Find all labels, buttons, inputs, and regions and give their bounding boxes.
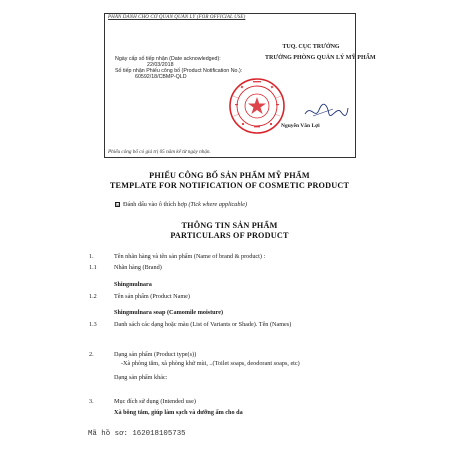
official-seal-icon [227, 76, 287, 136]
instruction-plain: Đánh dấu vào ô thích hợp [123, 201, 189, 208]
item-2-sublabel: -Xà phòng tắm, xà phòng khử mùi, ..(Toilet soaps, deodorant soaps, etc) [121, 360, 300, 367]
document-title-en: TEMPLATE FOR NOTIFICATION OF COSMETIC PRODUCT [109, 181, 350, 190]
authority-line-1: TUQ. CỤC TRƯỞNG [282, 44, 340, 50]
instruction-italic: (Tick where applicable) [188, 201, 248, 208]
authority-line-2: TRƯỞNG PHÒNG QUẢN LÝ MỸ PHẨM [265, 55, 376, 61]
item-2-number: 2. [89, 351, 94, 358]
item-1-1-number: 1.1 [89, 264, 97, 271]
tick-box-icon: ☑ [116, 202, 121, 208]
intended-use-value: Xà bông tắm, giúp làm sạch và dưỡng ẩm cho da [114, 409, 243, 416]
receipt-number-value: 60592/18/CBMP-QLD [135, 74, 187, 80]
official-use-header: PHẦN DÀNH CHO CƠ QUAN QUẢN LÝ (FOR OFFICIAL USE) [108, 15, 246, 20]
item-1-1-label: Nhãn hàng (Brand) [114, 264, 162, 271]
validity-note: Phiếu công bố có giá trị 05 năm kể từ ngày nhận. [108, 149, 211, 155]
signer-name: Nguyễn Văn Lợi [281, 123, 320, 129]
item-1-number: 1. [89, 253, 94, 260]
item-1-2-label: Tên sản phẩm (Product Name) [114, 293, 190, 300]
ack-date-value: 22/03/2018 [147, 62, 174, 68]
item-2-label: Dạng sản phẩm (Product type(s)) [114, 351, 197, 358]
item-2-other: Dạng sản phẩm khác: [114, 374, 168, 381]
item-1-3-label: Danh sách các dạng hoặc màu (List of Variants or Shade). Tên (Names) [114, 321, 292, 328]
product-name-value: Shingmulnara soap (Camomile moisture) [114, 309, 224, 316]
ack-date-label: Ngày cấp số tiếp nhận (Date acknowledged): [115, 56, 221, 62]
record-number: Mã hồ sơ: 162018105735 [88, 430, 186, 438]
section-title-en: PARTICULARS OF PRODUCT [170, 231, 289, 240]
item-1-2-number: 1.2 [89, 293, 97, 300]
section-title-vi: THÔNG TIN SẢN PHẨM [181, 221, 278, 230]
item-1-3-number: 1.3 [89, 321, 97, 328]
item-1-label: Tên nhãn hàng và tên sản phẩm (Name of brand & product) : [114, 253, 266, 260]
authority-title [265, 44, 376, 61]
official-use-box [104, 13, 376, 158]
instruction-text [123, 201, 247, 208]
brand-value: Shingmulnara [114, 281, 152, 288]
item-3-number: 3. [89, 398, 94, 405]
signature-icon [303, 100, 349, 122]
receipt-number-label: Số tiếp nhận Phiếu công bố (Product Notification No.): [115, 68, 243, 74]
item-3-label: Mục đích sử dụng (Intended use) [114, 398, 196, 405]
document-title-vi: PHIẾU CÔNG BỐ SẢN PHẨM MỸ PHẨM [149, 171, 310, 180]
